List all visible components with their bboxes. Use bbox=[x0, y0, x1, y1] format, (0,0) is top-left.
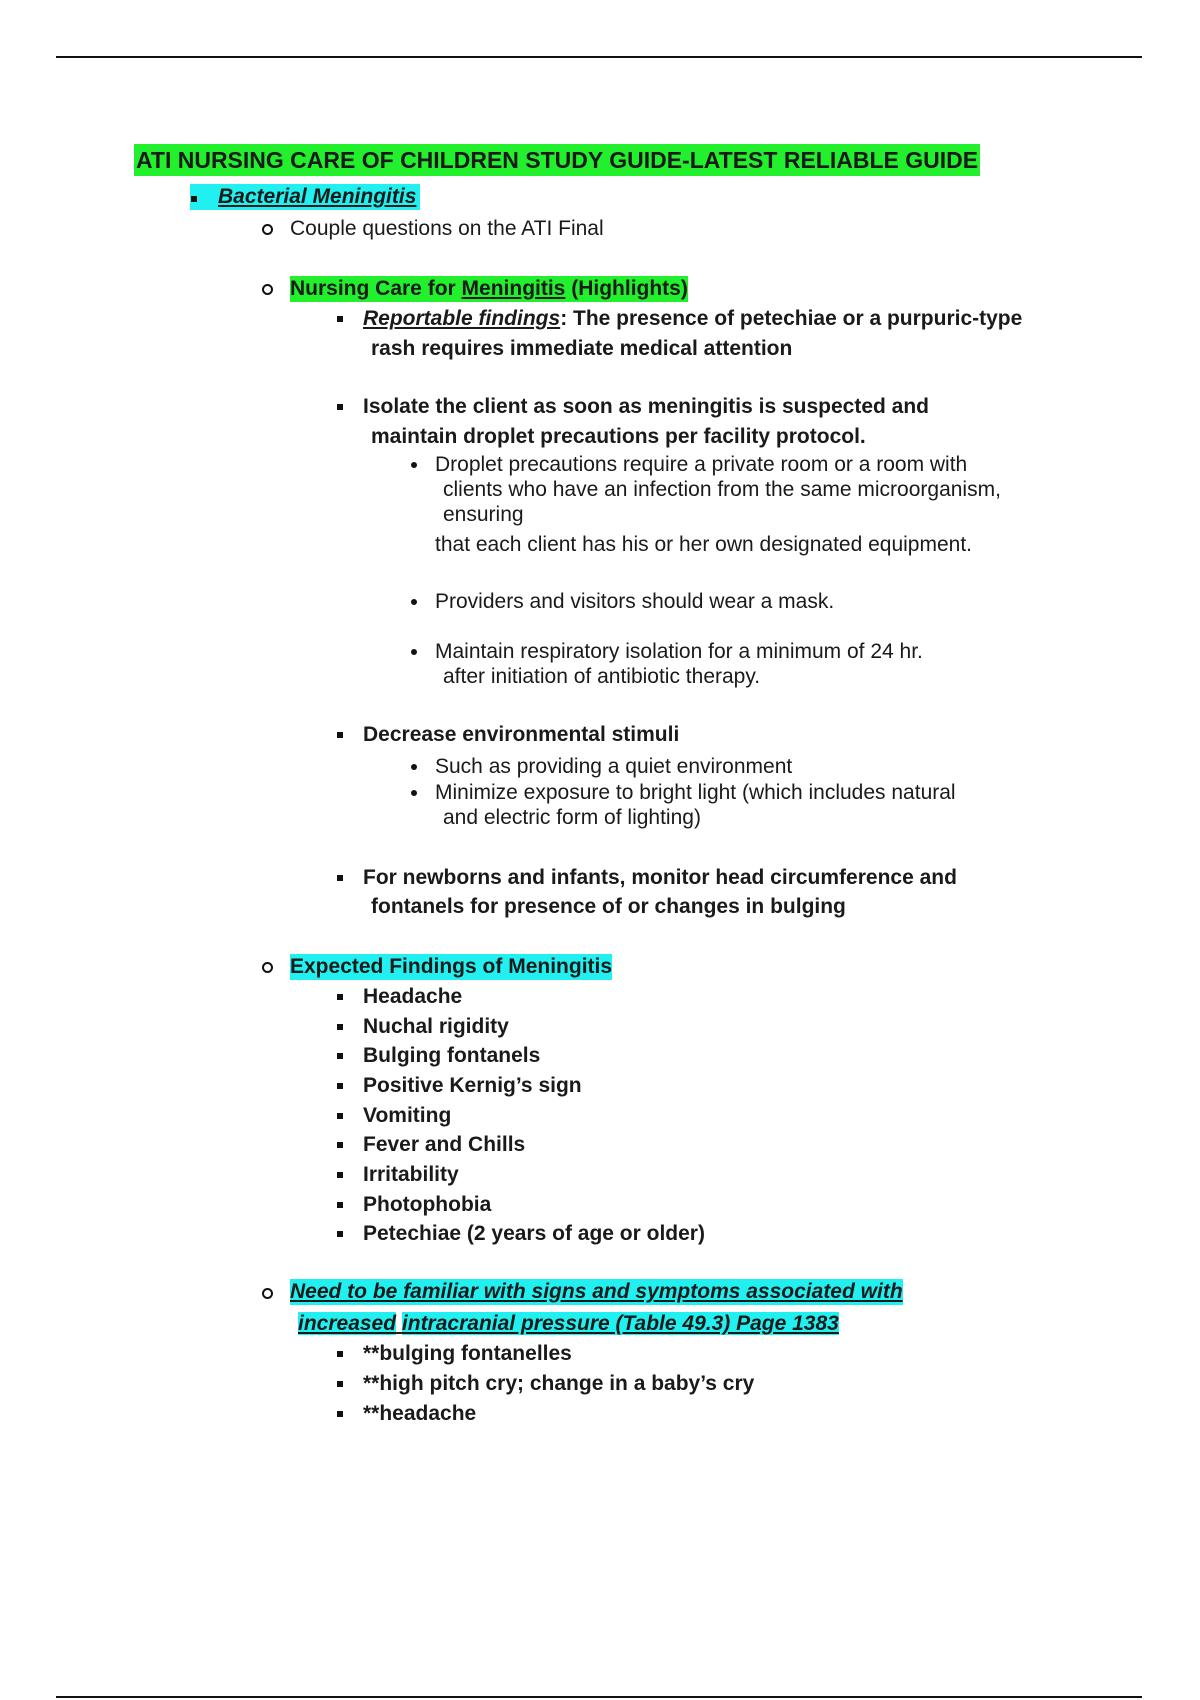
nursing-care-heading-part: (Highlights) bbox=[565, 277, 688, 300]
square-bullet-icon bbox=[337, 404, 343, 410]
round-bullet-icon bbox=[411, 649, 417, 655]
icp-line2-part: increased bbox=[298, 1312, 397, 1335]
section-heading: Bacterial Meningitis bbox=[190, 184, 420, 210]
expected-heading bbox=[290, 954, 612, 980]
finding-item: Nuchal rigidity bbox=[363, 1015, 509, 1038]
intro-text: Couple questions on the ATI Final bbox=[290, 217, 604, 240]
round-bullet-icon bbox=[411, 599, 417, 605]
square-bullet-icon bbox=[337, 732, 343, 738]
header-rule bbox=[56, 56, 1142, 58]
square-bullet-icon bbox=[337, 875, 343, 881]
finding-item: Bulging fontanels bbox=[363, 1044, 541, 1067]
resp-line2: after initiation of antibiotic therapy. bbox=[443, 665, 761, 688]
icp-item: **headache bbox=[363, 1402, 477, 1425]
nursing-care-heading-part: Nursing Care for bbox=[290, 277, 462, 300]
finding-item: Photophobia bbox=[363, 1193, 492, 1216]
stimuli-sub1: Such as providing a quiet environment bbox=[435, 755, 793, 778]
circle-bullet-icon bbox=[262, 962, 273, 973]
round-bullet-icon bbox=[411, 462, 417, 468]
nursing-care-heading-underlined: Meningitis bbox=[461, 277, 566, 300]
square-bullet-icon bbox=[337, 1083, 343, 1089]
footer-rule bbox=[56, 1696, 1142, 1698]
square-bullet-icon bbox=[337, 1411, 343, 1417]
newborn-line1: For newborns and infants, monitor head circumference and bbox=[363, 866, 957, 889]
square-bullet-icon bbox=[191, 196, 197, 202]
stimuli-text: Decrease environmental stimuli bbox=[363, 723, 680, 746]
icp-line2 bbox=[298, 1311, 839, 1337]
reportable-text: : The presence of petechiae or a purpuric-type bbox=[560, 307, 1023, 330]
square-bullet-icon bbox=[337, 1172, 343, 1178]
reportable-line bbox=[363, 306, 1022, 332]
document-title: ATI NURSING CARE OF CHILDREN STUDY GUIDE-LATEST RELIABLE GUIDE bbox=[134, 144, 980, 176]
reportable-line2: rash requires immediate medical attention bbox=[371, 337, 793, 360]
square-bullet-icon bbox=[337, 1113, 343, 1119]
isolate-line2: maintain droplet precautions per facility protocol. bbox=[371, 425, 866, 448]
icp-item: **bulging fontanelles bbox=[363, 1342, 572, 1365]
droplet-line4: that each client has his or her own designated equipment. bbox=[435, 533, 973, 556]
newborn-line2: fontanels for presence of or changes in bulging bbox=[371, 895, 846, 918]
finding-item: Positive Kernig’s sign bbox=[363, 1074, 582, 1097]
finding-item: Petechiae (2 years of age or older) bbox=[363, 1222, 705, 1245]
expected-heading-part: Meningitis bbox=[508, 955, 613, 978]
square-bullet-icon bbox=[337, 1053, 343, 1059]
stimuli-sub2-line1: Minimize exposure to bright light (which includes natural bbox=[435, 781, 956, 804]
reportable-label: Reportable findings bbox=[363, 307, 561, 330]
round-bullet-icon bbox=[411, 764, 417, 770]
icp-line2-part: intracranial pressure (Table 49.3) Page 1383 bbox=[401, 1312, 839, 1335]
square-bullet-icon bbox=[337, 1381, 343, 1387]
square-bullet-icon bbox=[337, 1142, 343, 1148]
mask-text: Providers and visitors should wear a mask. bbox=[435, 590, 835, 613]
resp-line1: Maintain respiratory isolation for a minimum of 24 hr. bbox=[435, 640, 923, 663]
droplet-line1: Droplet precautions require a private room or a room with bbox=[435, 453, 968, 476]
circle-bullet-icon bbox=[262, 284, 273, 295]
circle-bullet-icon bbox=[262, 1288, 273, 1299]
finding-item: Vomiting bbox=[363, 1104, 452, 1127]
round-bullet-icon bbox=[411, 790, 417, 796]
square-bullet-icon bbox=[337, 316, 343, 322]
square-bullet-icon bbox=[337, 1202, 343, 1208]
stimuli-sub2-line2: and electric form of lighting) bbox=[443, 806, 701, 829]
icp-line1: Need to be familiar with signs and symptoms associated with bbox=[290, 1280, 903, 1303]
droplet-line3: ensuring bbox=[443, 503, 524, 526]
finding-item: Fever and Chills bbox=[363, 1133, 526, 1156]
isolate-line1: Isolate the client as soon as meningitis is suspected and bbox=[363, 395, 929, 418]
square-bullet-icon bbox=[337, 994, 343, 1000]
square-bullet-icon bbox=[337, 1351, 343, 1357]
expected-heading-part: of bbox=[476, 955, 509, 978]
expected-heading-part: Expected Findings bbox=[290, 955, 477, 978]
square-bullet-icon bbox=[337, 1024, 343, 1030]
circle-bullet-icon bbox=[262, 224, 273, 235]
square-bullet-icon bbox=[337, 1231, 343, 1237]
nursing-care-heading bbox=[290, 276, 688, 302]
droplet-line2: clients who have an infection from the same microorganism, bbox=[443, 478, 1001, 501]
icp-item: **high pitch cry; change in a baby’s cry bbox=[363, 1372, 755, 1395]
finding-item: Headache bbox=[363, 985, 463, 1008]
finding-item: Irritability bbox=[363, 1163, 459, 1186]
